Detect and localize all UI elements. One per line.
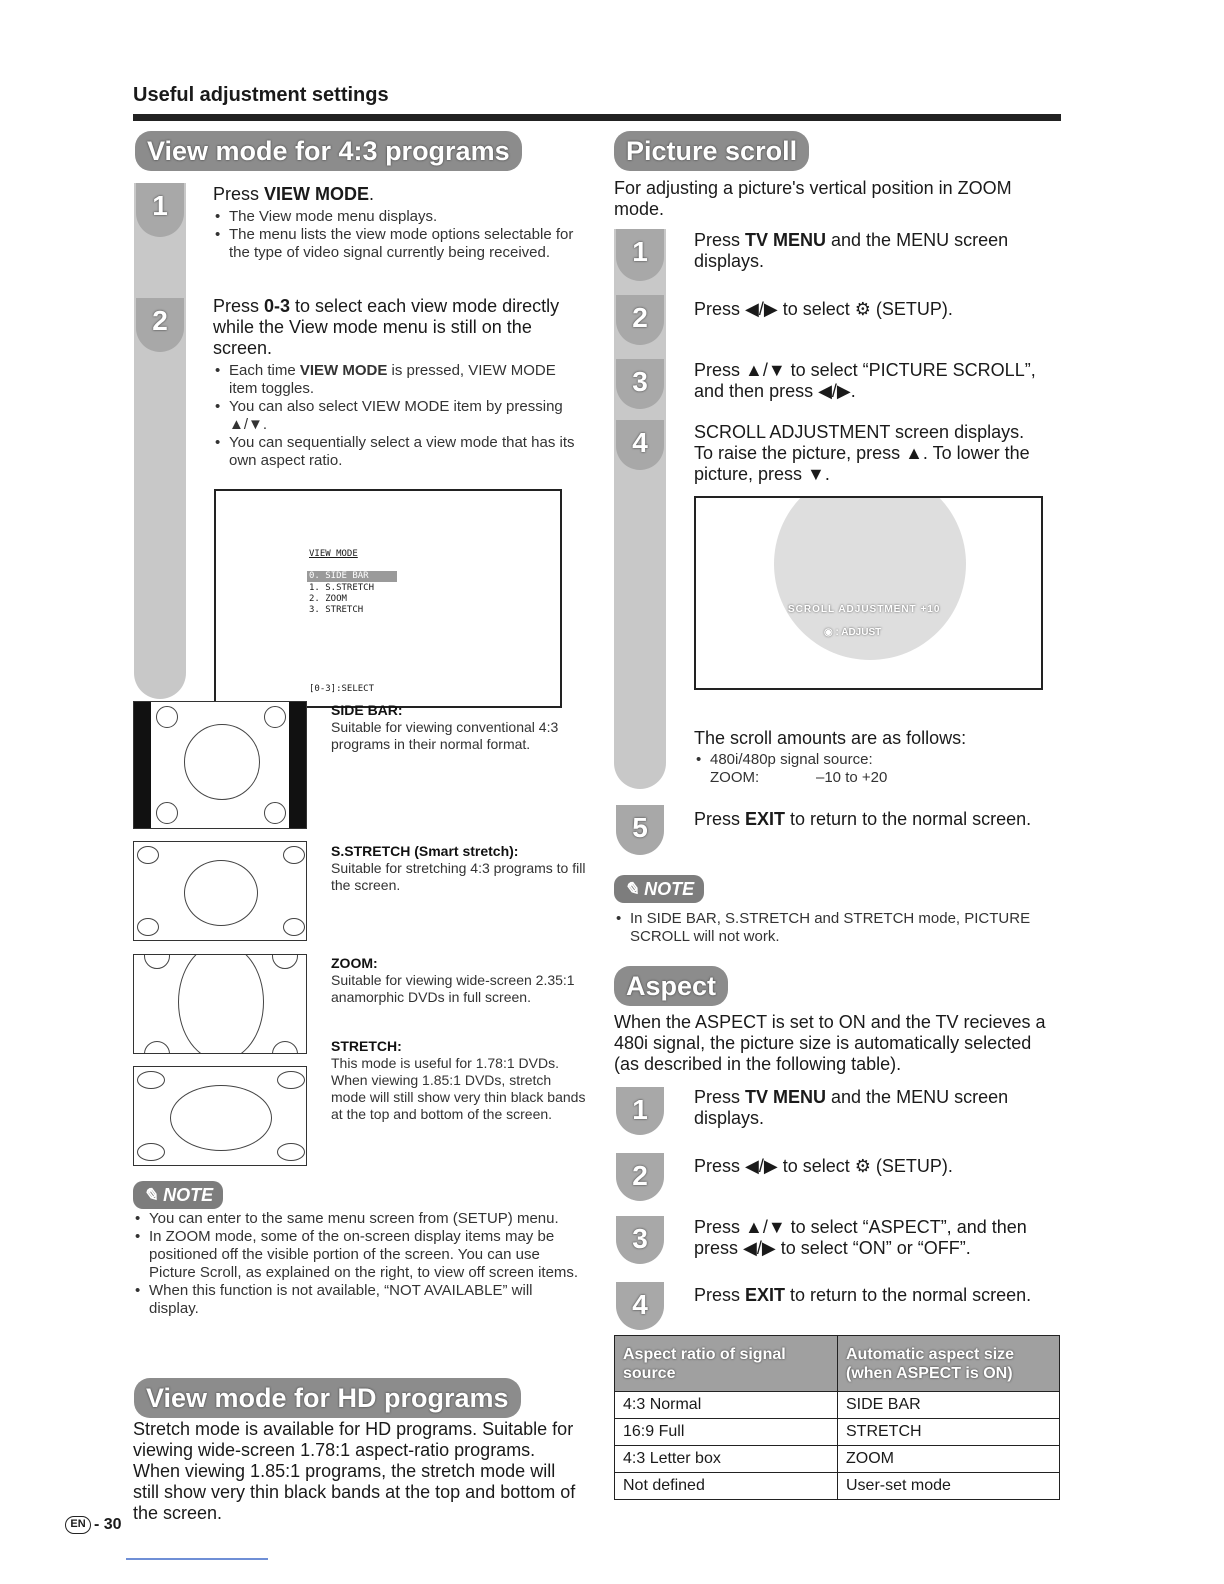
scroll-step4-number: 4 [616,420,664,470]
bullet: • You can also select VIEW MODE item by pressing ▲/▼. [213,398,583,434]
osd-scroll-label: SCROLL ADJUSTMENT +10 [788,604,941,615]
table-row [615,1473,1060,1500]
header-rule [133,114,1061,121]
sidebar-thumbnail [133,701,307,829]
menu-item: 2. ZOOM [309,594,347,604]
mode-title: SIDE BAR: [331,702,403,718]
aspect-step4-text: Press EXIT to return to the normal screen. [694,1285,1032,1305]
menu-item: 3. STRETCH [309,605,364,615]
scroll-amounts-intro: The scroll amounts are as follows: [694,728,967,748]
table-cell: SIDE BAR [838,1392,1060,1419]
hd-heading: View mode for HD programs [134,1378,521,1418]
aspect-step3-text: Press ▲/▼ to select “ASPECT”, and then press ◀/▶ to select “ON” or “OFF”. [694,1217,1027,1258]
scroll-zoom-range: –10 to +20 [816,769,888,786]
table-cell: STRETCH [838,1419,1060,1446]
menu-item-selected: 0. SIDE BAR [307,571,397,582]
mode-sstretch [331,843,586,894]
mode-title: STRETCH: [331,1038,402,1054]
scroll-step3-text: Press ▲/▼ to select “PICTURE SCROLL”, and then press ◀/▶. [694,360,1036,401]
table-cell: 16:9 Full [615,1419,838,1446]
aspect-step3-number: 3 [616,1216,664,1264]
table-cell: ZOOM [838,1446,1060,1473]
mode-desc: Suitable for viewing conventional 4:3 programs in their normal format. [331,719,559,752]
view43-step1-bullets [213,208,583,262]
scroll-step2-number: 2 [616,295,664,345]
scroll-notes [614,910,1034,946]
page-number: - 30 [94,1516,122,1533]
view43-notes [133,1210,585,1318]
scroll-heading: Picture scroll [614,131,809,171]
aspect-heading: Aspect [614,966,728,1006]
aspect-table [614,1335,1060,1500]
aspect-intro: When the ASPECT is set to ON and the TV recieves a 480i signal, the picture size is automatically selected (as described in the following table). [614,1012,1046,1074]
view43-step2-bullets [213,362,583,470]
scroll-adjustment-screen [694,496,1043,690]
scroll-step4-line1: SCROLL ADJUSTMENT screen displays. [694,422,1025,442]
bullet: • The View mode menu displays. [213,208,583,226]
view43-heading: View mode for 4:3 programs [135,131,522,171]
table-header-row [615,1336,1060,1392]
aspect-step1-number: 1 [616,1087,664,1135]
menu-title: VIEW MODE [309,549,358,559]
scroll-intro: For adjusting a picture's vertical position in ZOOM mode. [614,178,1012,219]
table-header-auto-size: Automatic aspect size (when ASPECT is ON) [838,1336,1060,1392]
note-item: • In SIDE BAR, S.STRETCH and STRETCH mode, PICTURE SCROLL will not work. [614,910,1034,946]
stretch-thumbnail [133,1066,307,1166]
mode-desc: This mode is useful for 1.78:1 DVDs. When viewing 1.85:1 DVDs, stretch mode will still show very thin black bands at the top and bottom of the screen. [331,1055,586,1122]
mode-zoom [331,955,586,1006]
aspect-step1-text: Press TV MENU and the MENU screen displays. [694,1087,1009,1128]
mode-title: S.STRETCH (Smart stretch): [331,843,519,859]
view43-step1-title: Press VIEW MODE. [213,184,375,204]
mode-stretch [331,1038,586,1123]
mode-desc: Suitable for viewing wide-screen 2.35:1 anamorphic DVDs in full screen. [331,972,575,1005]
scroll-zoom-label: ZOOM: [710,769,760,786]
table-header-signal: Aspect ratio of signal source [615,1336,838,1392]
view43-step2-title: Press 0-3 to select each view mode directly while the View mode menu is still on the screen. [213,296,560,358]
footer-link-rule [126,1558,268,1560]
view43-step-bar [134,183,186,699]
scroll-step1-number: 1 [616,229,664,281]
table-row [615,1419,1060,1446]
page-section-title: Useful adjustment settings [133,84,389,106]
aspect-step2-number: 2 [616,1153,664,1201]
aspect-step2-text: Press ◀/▶ to select ⚙ (SETUP). [694,1156,953,1176]
sstretch-thumbnail [133,841,307,941]
language-badge: EN [65,1516,91,1534]
scroll-step2-text: Press ◀/▶ to select ⚙ (SETUP). [694,299,953,319]
table-cell: Not defined [615,1473,838,1500]
bullet: • The menu lists the view mode options selectable for the type of video signal currently being received. [213,226,583,262]
table-cell: 4:3 Normal [615,1392,838,1419]
note-item: • You can enter to the same menu screen from (SETUP) menu. [133,1210,585,1228]
table-row [615,1446,1060,1473]
scroll-step1-text: Press TV MENU and the MENU screen displays. [694,230,1009,271]
aspect-step4-number: 4 [616,1282,664,1330]
scroll-amounts-list [694,751,1044,769]
note-label-left: ✎ NOTE [133,1181,223,1209]
menu-footer: [0-3]:SELECT [309,684,375,694]
note-item: • In ZOOM mode, some of the on-screen display items may be positioned off the visible portion of the screen. You can use Picture Scroll, as explained on the right, to view off screen items. [133,1228,585,1282]
osd-adjust-label: ◉ : ADJUST [824,627,882,638]
zoom-thumbnail [133,954,307,1054]
scroll-step5-text: Press EXIT to return to the normal screen. [694,809,1032,829]
scroll-step4-text [694,422,1054,485]
note-label-right: ✎ NOTE [614,875,704,903]
bullet: • Each time VIEW MODE is pressed, VIEW MODE item toggles. [213,362,583,398]
table-row [615,1392,1060,1419]
menu-item: 1. S.STRETCH [309,583,375,593]
mode-title: ZOOM: [331,955,378,971]
note-item: • When this function is not available, “NOT AVAILABLE” will display. [133,1282,585,1318]
view43-step2-number: 2 [136,298,184,352]
scroll-step5-number: 5 [616,805,664,855]
table-cell: User-set mode [838,1473,1060,1500]
table-cell: 4:3 Letter box [615,1446,838,1473]
scroll-step4-line2: To raise the picture, press ▲. To lower the picture, press ▼. [694,443,1030,484]
view43-step1-number: 1 [136,183,184,237]
bullet: • 480i/480p signal source: [694,751,1044,769]
mode-desc: Suitable for stretching 4:3 programs to fill the screen. [331,860,586,893]
hd-text: Stretch mode is available for HD programs. Suitable for viewing wide-screen 1.78:1 aspect-ratio programs. When viewing 1.85:1 programs, the stretch mode will still show very thin black bands at the top and bottom of the screen. [133,1419,576,1523]
bullet: • You can sequentially select a view mode that has its own aspect ratio. [213,434,583,470]
view-mode-menu-screen [214,489,562,708]
mode-sidebar [331,702,586,753]
scroll-step3-number: 3 [616,359,664,409]
